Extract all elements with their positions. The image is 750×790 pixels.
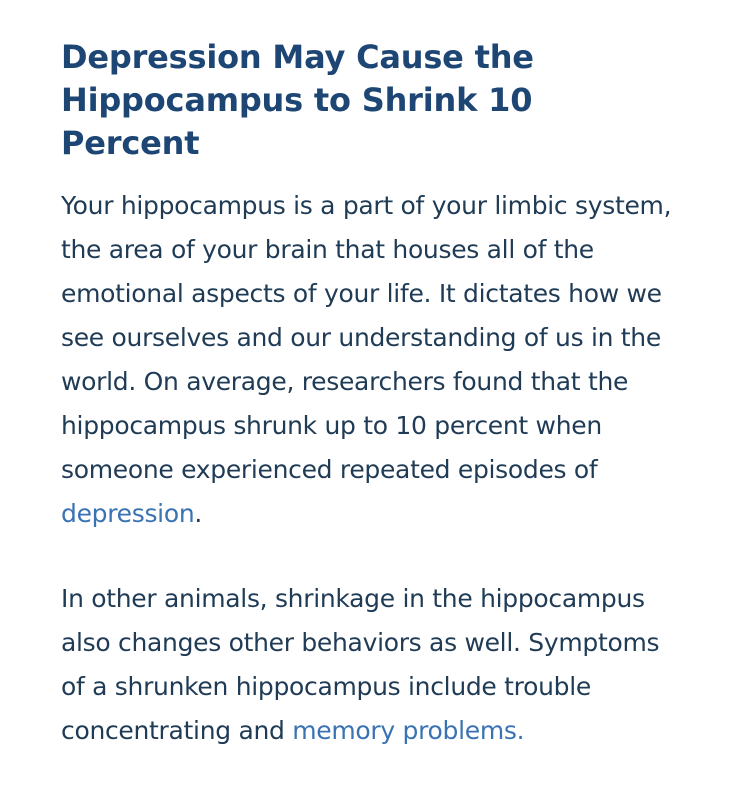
paragraph-text: In other animals, shrinkage in the hippocampus also changes other behaviors as well. Symptoms of a shrunken hippocampus include trouble concentrating and (61, 584, 660, 745)
article-heading: Depression May Cause the Hippocampus to Shrink 10 Percent (61, 38, 534, 162)
paragraph-text: Your hippocampus is a part of your limbic system, the area of your brain that houses all of the emotional aspects of your life. It dictates how we see ourselves and our understanding of us in the world. On average, researchers found that the hippocampus shrunk up to 10 percent when someone experienced repeated episodes of (61, 191, 672, 484)
article-paragraph (61, 184, 681, 536)
article (61, 36, 681, 753)
memory-problems-link[interactable]: memory problems. (292, 716, 525, 745)
depression-link[interactable]: depression (61, 499, 195, 528)
article-paragraph (61, 577, 681, 753)
paragraph-end-punctuation: . (194, 499, 203, 528)
